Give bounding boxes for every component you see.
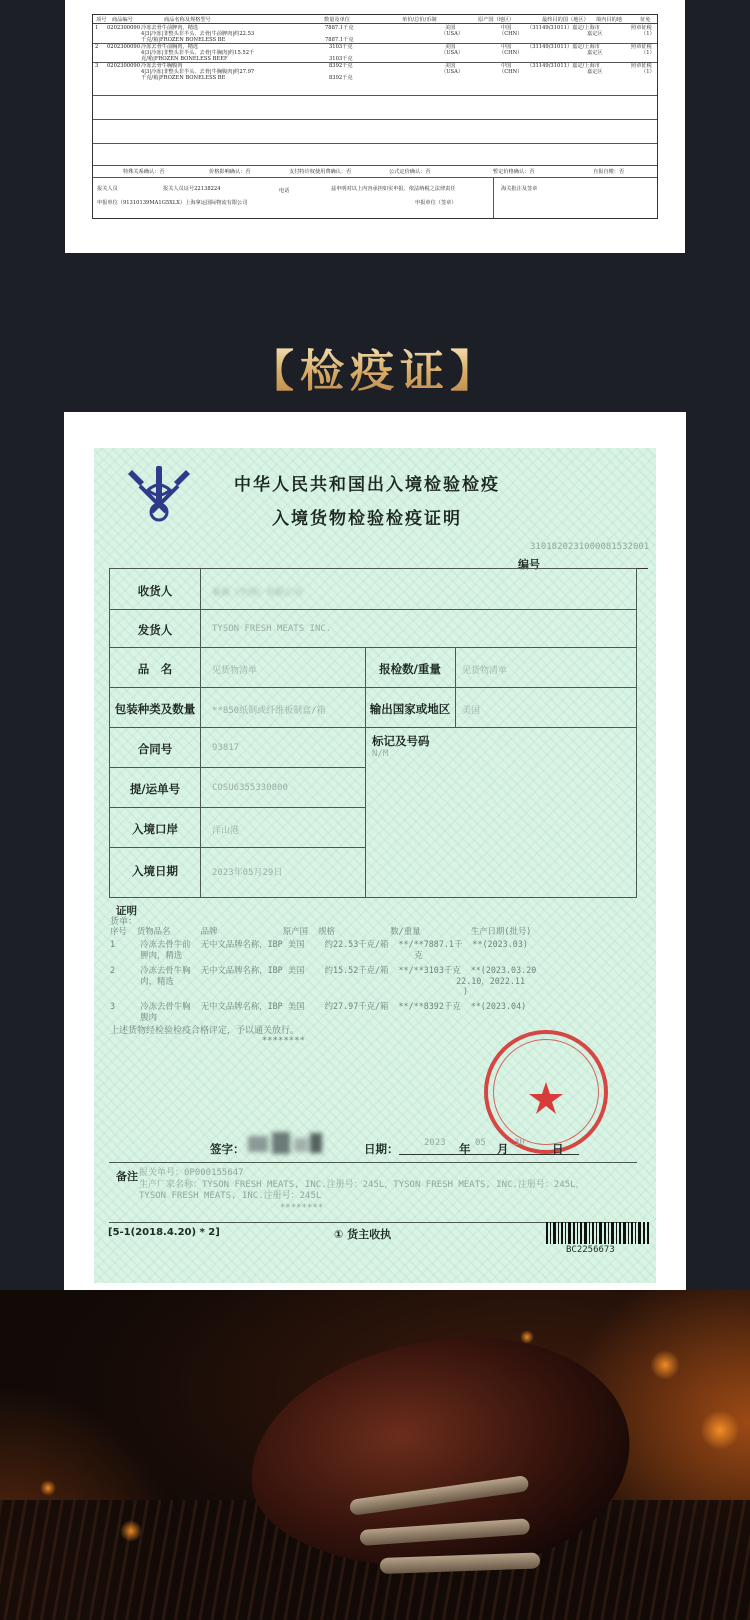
remark-line: TYSON FRESH MEATS, INC.注册号：245L — [139, 1191, 322, 1201]
item-levy: 照章征税 — [631, 63, 652, 69]
consignee-label: 收货人 — [137, 584, 173, 598]
copy-label: ① 货主收执 — [334, 1228, 392, 1241]
bl-label: 提/运单号 — [129, 782, 181, 796]
declaration-item-row — [93, 26, 657, 42]
divider — [93, 95, 657, 96]
bl-value: COSU6355330800 — [212, 783, 288, 793]
item-qty: 3103千克 — [329, 44, 353, 50]
item-desc: 冷冻去骨牛前胸肉，精选 — [141, 44, 199, 50]
item-dest: 中国 — [501, 25, 512, 31]
header-cell: 商品编号 — [112, 17, 133, 23]
header-cell: 征免 — [640, 17, 651, 23]
header-cell: 单价/总价/币制 — [402, 17, 437, 23]
divider — [493, 177, 494, 218]
grid-line — [200, 569, 201, 897]
item-desc: 千克/箱|FROZEN BONELESS BE — [141, 75, 226, 81]
product-label: 品 名 — [137, 662, 173, 676]
grid-line — [110, 847, 365, 848]
item-desc: 冷冻去骨牛胸腹肉 — [141, 63, 183, 69]
qty-value: 见货物清单 — [462, 666, 508, 676]
divider — [93, 143, 657, 144]
date-day-unit: 日 — [552, 1142, 564, 1156]
customs-declaration — [65, 0, 685, 253]
date-month: 05 — [475, 1138, 486, 1148]
entry-date-label: 入境日期 — [132, 864, 178, 878]
certificate-scan — [64, 412, 686, 1290]
confirm-special: 特殊关系确认：否 — [123, 169, 165, 175]
grid-line — [110, 647, 636, 648]
header-cell: 原产国（地区） — [478, 17, 515, 23]
item-qty: 7887.1千克 — [325, 37, 354, 43]
grid-line — [110, 807, 365, 808]
item-desc: 克/箱|FROZEN BONELESS BEEF — [141, 56, 228, 62]
declarant-label: 报关人员 — [97, 186, 118, 192]
item-qty: 7887.1千克 — [325, 25, 354, 31]
contract-label: 合同号 — [137, 742, 173, 756]
proof-line: 肉，精选 22.10，2022.11 — [110, 976, 525, 986]
unit-stamp-label: 申报单位（签章） — [415, 200, 457, 206]
divider — [93, 165, 657, 166]
declaration-frame — [92, 14, 658, 219]
consignee-value: 泰森（中国）有限公司 — [212, 588, 303, 598]
proof-line: 货单： — [110, 917, 138, 927]
port-label: 入境口岸 — [132, 822, 178, 836]
header-cell: 最终目的国（地区） — [542, 17, 589, 23]
remark-label: 备注 — [116, 1170, 138, 1183]
official-red-seal — [484, 1030, 608, 1154]
proof-title: 证明 — [116, 905, 137, 917]
proof-line: 1 冷冻去骨牛前 无中文品牌名称，IBP 美国 约22.53千克/箱 **/**7887.1千 **(2023.03) — [110, 939, 528, 949]
proof-line: 2 冷冻去骨牛胸 无中文品牌名称，IBP 美国 约15.52千克/箱 **/**3103千克 **(2023.03.20 — [110, 965, 537, 975]
confirm-formula: 公式定价确认：否 — [389, 169, 431, 175]
item-origin: （USA） — [441, 50, 464, 56]
date-year: 2023 — [424, 1138, 446, 1148]
ember — [120, 1520, 142, 1542]
phone-label: 电话 — [279, 188, 290, 194]
item-code: 0202300090 — [107, 44, 141, 50]
declaration-item-row — [93, 45, 657, 61]
date-label: 日期： — [364, 1142, 399, 1156]
item-domestic: 嘉定区 — [587, 31, 603, 37]
item-levy: （1） — [641, 31, 655, 37]
proof-line: ) — [110, 986, 468, 996]
remark-line: 报关单号：0P000155647 — [139, 1168, 244, 1178]
port-value: 洋山港 — [212, 826, 240, 836]
grid-line — [365, 647, 366, 897]
item-desc: 千克/箱|FROZEN BONELESS BE — [141, 37, 226, 43]
confirm-provisional: 暂定价格确认：否 — [493, 169, 535, 175]
item-desc: 4|3|冷冻|非整头非半头、去骨|牛前胛肉|约22.53 — [141, 31, 255, 37]
remark-text — [139, 1168, 585, 1214]
grilled-steak-photo — [0, 1290, 750, 1620]
item-qty: 8392千克 — [329, 75, 353, 81]
ember — [40, 1480, 56, 1496]
divider — [93, 177, 657, 178]
item-desc: 冷冻去骨牛前胛肉，精选 — [141, 25, 199, 31]
quarantine-certificate — [94, 448, 656, 1283]
grid-line — [110, 609, 636, 610]
item-domestic: （31149/31011）嘉定/上海市 — [527, 25, 600, 31]
certificate-title: 中华人民共和国出入境检验检疫 — [234, 475, 500, 495]
consignor-value: TYSON FRESH MEATS INC. — [212, 624, 332, 634]
country-value: 美国 — [462, 706, 481, 716]
item-dest: 中国 — [501, 44, 512, 50]
item-desc: 4|3|冷冻|非整头非半头、去骨|牛胸肉|约15.52千 — [141, 50, 255, 56]
item-levy: （1） — [641, 50, 655, 56]
proof-line: ******** — [110, 1036, 306, 1046]
pack-label: 包装种类及数量 — [114, 702, 196, 716]
form-code: [5-1(2018.4.20) * 2] — [108, 1227, 220, 1238]
grid-line — [110, 727, 636, 728]
ember — [520, 1330, 534, 1344]
country-label: 输出国家或地区 — [369, 702, 451, 716]
item-desc: 4|3|冷冻|非整头非半头、去骨|牛胸腹肉|约27.97 — [141, 69, 255, 75]
item-origin: （USA） — [441, 69, 464, 75]
declarant-id: 报关人员证号22138224 — [163, 186, 221, 192]
proof-line: 胛肉，精选 克 — [110, 950, 423, 960]
declaring-unit: 申报单位（91310139MA1G5XLX）上海拿运国际物流有限公司 — [97, 200, 248, 206]
marks-value: N/M — [372, 749, 389, 759]
item-origin: 美国 — [445, 44, 456, 50]
item-no: 2 — [95, 44, 99, 50]
proof-line: 序号 货物品名 品牌 原产国 规格 数/重量 生产日期(批号) — [110, 926, 532, 936]
item-dest: （CHN） — [499, 31, 523, 37]
remark-line: ******** — [139, 1202, 324, 1213]
proof-line: 3 冷冻去骨牛胸 无中文品牌名称，IBP 美国 约27.97千克/箱 **/**8392千克 **(2023.04) — [110, 1001, 527, 1011]
declaration-item-row — [93, 64, 657, 80]
certificate-subtitle: 入境货物检验检疫证明 — [272, 509, 462, 529]
number-label: 编号 — [518, 558, 540, 571]
product-value: 见货物清单 — [212, 666, 258, 676]
date-month-unit: 月 — [497, 1142, 509, 1156]
ember — [650, 1350, 680, 1380]
item-origin: 美国 — [445, 63, 456, 69]
item-no: 3 — [95, 63, 99, 69]
barcode-number: BC2256673 — [566, 1245, 615, 1255]
confirm-self: 自报自缴：否 — [593, 169, 625, 175]
item-code: 0202300090 — [107, 25, 141, 31]
entry-date-value: 2023年05月29日 — [212, 868, 283, 878]
proof-line: 腹肉 — [110, 1012, 158, 1022]
marks-label: 标记及号码 — [372, 734, 430, 748]
declaration-header-row — [93, 15, 657, 24]
grid-line — [110, 767, 365, 768]
item-code: 0202300090 — [107, 63, 141, 69]
remark-divider — [109, 1162, 637, 1163]
item-qty: 3103千克 — [329, 56, 353, 62]
section-heading: 【检疫证】 — [0, 335, 750, 399]
item-origin: （USA） — [441, 31, 464, 37]
confirm-royalty: 支付特许权使用费确认：否 — [289, 169, 352, 175]
seal-star-icon — [488, 1034, 612, 1158]
date-day: 30 — [514, 1138, 525, 1148]
item-domestic: 嘉定区 — [587, 69, 603, 75]
grid-line — [110, 687, 636, 688]
item-qty: 8392千克 — [329, 63, 353, 69]
confirm-price: 价格影响确认：否 — [209, 169, 251, 175]
grid-line — [455, 647, 456, 727]
item-levy: （1） — [641, 69, 655, 75]
customs-note-label: 海关批注及签章 — [501, 186, 538, 192]
item-dest: 中国 — [501, 63, 512, 69]
divider — [93, 119, 657, 120]
signature-blurred — [244, 1130, 326, 1156]
barcode-icon — [546, 1222, 650, 1244]
header-cell: 商品名称及规格型号 — [164, 17, 211, 23]
inspection-emblem-icon — [126, 460, 192, 526]
item-levy: 照章征税 — [631, 44, 652, 50]
header-cell: 项号 — [96, 17, 107, 23]
item-origin: 美国 — [445, 25, 456, 31]
consignor-label: 发货人 — [137, 623, 173, 637]
item-domestic: 嘉定区 — [587, 50, 603, 56]
item-levy: 照章征税 — [631, 25, 652, 31]
qty-label: 报检数/重量 — [379, 662, 441, 676]
item-domestic: （31149/31011）嘉定/上海市 — [527, 63, 600, 69]
remark-line: 生产厂家名称：TYSON FRESH MEATS, INC.注册号：245L，TYSON FRESH MEATS, INC.注册号：245L， — [139, 1179, 585, 1190]
proof-line: 上述货物经检验检疫合格评定，予以通关放行。 — [110, 1026, 300, 1036]
item-dest: （CHN） — [499, 50, 523, 56]
item-dest: （CHN） — [499, 69, 523, 75]
header-cell: 数量及单位 — [324, 17, 350, 23]
item-domestic: （31149/31011）嘉定/上海市 — [527, 44, 600, 50]
item-no: 1 — [95, 25, 99, 31]
declaration-statement: 兹申明对以上内容承担如实申报、依法纳税之法律责任 — [331, 186, 456, 192]
date-year-unit: 年 — [459, 1142, 471, 1156]
certificate-field-grid — [109, 568, 637, 898]
ember — [700, 1410, 740, 1450]
contract-value: 93817 — [212, 743, 240, 753]
header-cell: 境内目的地 — [596, 17, 622, 23]
certificate-serial: 3101820231000081532001 — [530, 542, 650, 552]
pack-value: **850纸制或纤维板制盒/箱 — [212, 706, 326, 716]
signature-label: 签字： — [210, 1142, 245, 1156]
